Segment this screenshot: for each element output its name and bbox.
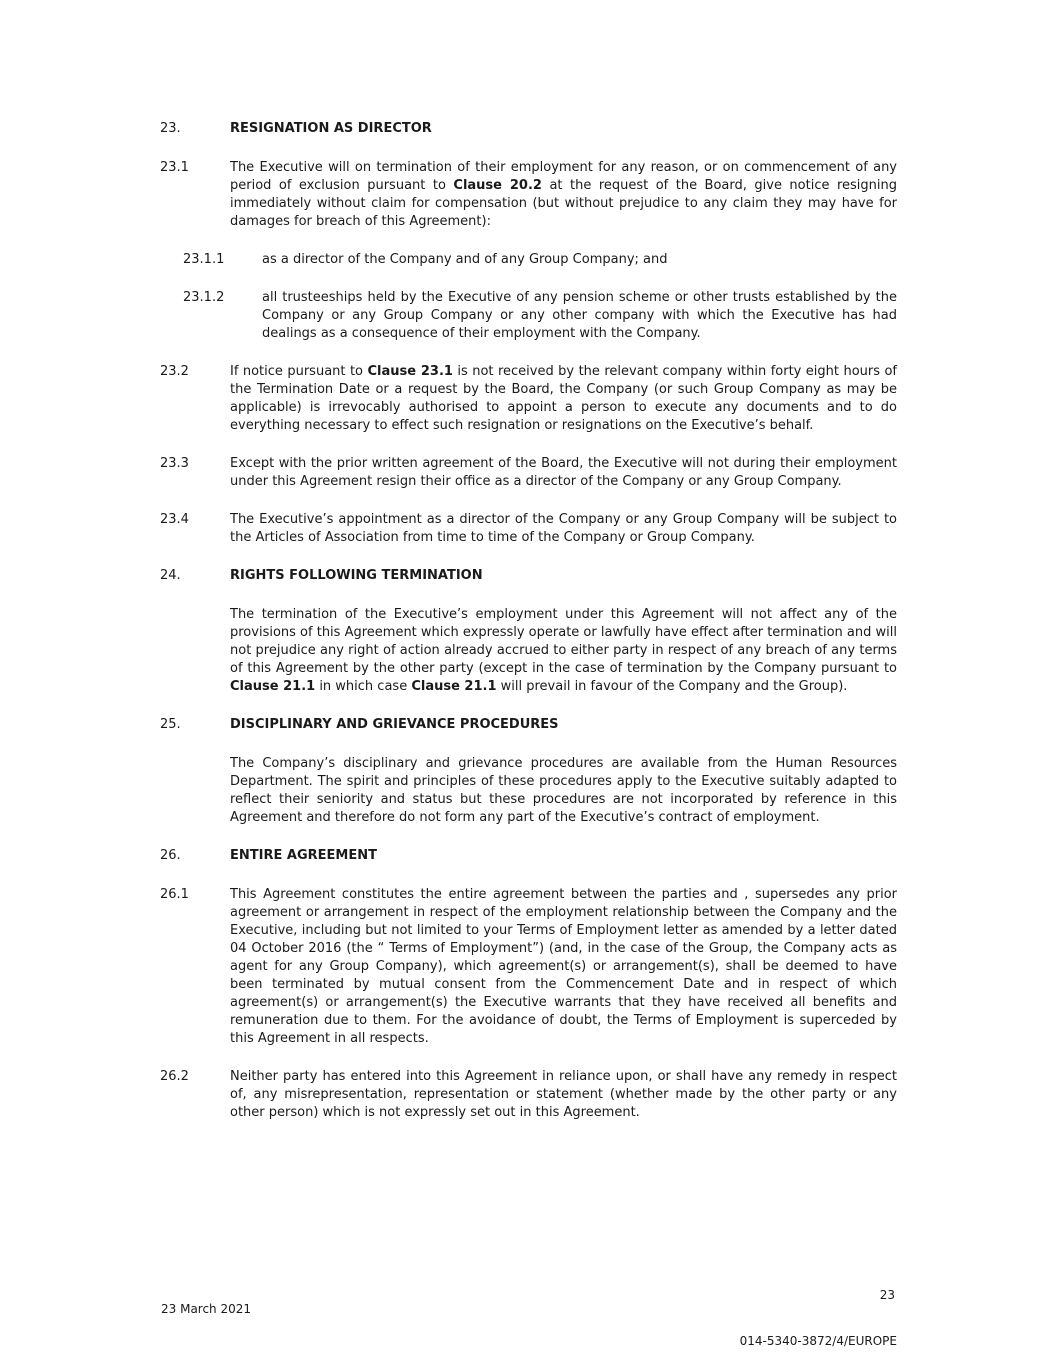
subclause-number: 23.1.2 (183, 290, 225, 305)
clause-25-body (160, 755, 897, 827)
document-reference: 014-5340-3872/4/EUROPE (739, 1334, 897, 1348)
section-number: 23. (160, 121, 181, 136)
text-run: The termination of the Executive’s employment under this Agreement will not affect any of the provisions of this Agreement which expressly operate or lawfully have effect after termination and will not prejudice any right of action already accrued to either party in respect of any breach of any terms of this Agreement by the other party (except in the case of termination by the Company pursuant to (230, 607, 897, 676)
page-number: 23 (879, 1288, 895, 1302)
clause-reference: Clause 21.1 (230, 679, 316, 694)
text-run: The Executive will on termination of their employment for any reason, or on commencement of any period of exclusion pursuant to (230, 160, 897, 193)
section-heading-text: RIGHTS FOLLOWING TERMINATION (230, 568, 483, 583)
text-run: The Executive’s appointment as a director of the Company or any Group Company will be subject to the Articles of Association from time to time of the Company or Group Company. (230, 512, 897, 545)
clause-number: 23.1 (160, 160, 189, 175)
clause-number: 26.2 (160, 1069, 189, 1084)
section-number: 26. (160, 848, 181, 863)
section-heading-26 (160, 847, 897, 865)
clause-reference: Clause 21.1 (411, 679, 497, 694)
text-run: is not received by the relevant company within forty eight hours of the Termination Date or a request by the Board, the Company (or such Group Company as may be applicable) is irrevocably authorised to appoint a person to execute any documents and to do everything necessary to effect such resignation or resignations on the Executive’s behalf. (230, 364, 897, 433)
text-run: Neither party has entered into this Agreement in reliance upon, or shall have any remedy in respect of, any misrepresentation, representation or statement (whether made by the other party or any other person) which is not expressly set out in this Agreement. (230, 1069, 897, 1120)
text-run: This Agreement constitutes the entire agreement between the parties and , supersedes any prior agreement or arrangement in respect of the employment relationship between the Company and the Executive, including but not limited to your Terms of Employment letter as amended by a letter dated 04 October 2016 (the “ Terms of Employment”) (and, in the case of the Group, the Company acts as agent for any Group Company), which agreement(s) or arrangement(s), shall be deemed to have been terminated by mutual consent from the Commencement Date and in respect of which agreement(s) or arrangement(s) the Executive warrants that they have received all benefits and remuneration due to them. For the avoidance of doubt, the Terms of Employment is superceded by this Agreement in all respects. (230, 887, 897, 1046)
section-heading-25 (160, 716, 897, 734)
clause-text (230, 511, 897, 547)
clause-23-4 (160, 511, 897, 547)
clause-24-body (160, 606, 897, 696)
text-run: will prevail in favour of the Company and the Group). (496, 679, 848, 694)
clause-text (230, 363, 897, 435)
footer-date: 23 March 2021 (161, 1302, 252, 1316)
clause-text (230, 455, 897, 491)
text-run: If notice pursuant to (230, 364, 368, 379)
clause-reference: Clause 23.1 (367, 364, 453, 379)
text-run: Except with the prior written agreement of the Board, the Executive will not during their employment under this Agreement resign their office as a director of the Company or any Group Company. (230, 456, 897, 489)
clause-23-3 (160, 455, 897, 491)
subclause-text (262, 251, 897, 269)
clause-number: 23.2 (160, 364, 189, 379)
section-heading-24 (160, 567, 897, 585)
subclause-number: 23.1.1 (183, 252, 225, 267)
clause-text (230, 1068, 897, 1122)
clause-number: 26.1 (160, 887, 189, 902)
text-run: The Company’s disciplinary and grievance procedures are available from the Human Resources Department. The spirit and principles of these procedures apply to the Executive suitably adapted to reflect their seniority and status but these procedures are not incorporated by reference in this Agreement and therefore do not form any part of the Executive’s contract of employment. (230, 756, 897, 825)
clause-26-1 (160, 886, 897, 1048)
text-run: all trusteeships held by the Executive of any pension scheme or other trusts established by the Company or any Group Company or any other company with which the Executive has had dealings as a consequence of their employment with the Company. (262, 290, 897, 341)
section-number: 24. (160, 568, 181, 583)
section-heading-text: DISCIPLINARY AND GRIEVANCE PROCEDURES (230, 717, 559, 732)
text-run: in which case (315, 679, 412, 694)
clause-number: 23.4 (160, 512, 189, 527)
clause-number: 23.3 (160, 456, 189, 471)
section-heading-text: ENTIRE AGREEMENT (230, 848, 377, 863)
clause-reference: Clause 20.2 (453, 178, 542, 193)
section-number: 25. (160, 717, 181, 732)
subclause-23-1-1 (160, 251, 897, 269)
clause-text (230, 606, 897, 696)
subclause-23-1-2 (160, 289, 897, 343)
text-run: as a director of the Company and of any Group Company; and (262, 252, 668, 267)
clause-text (230, 755, 897, 827)
clause-text (230, 886, 897, 1048)
clause-number (160, 755, 230, 827)
clause-23-2 (160, 363, 897, 435)
clause-number (160, 606, 230, 696)
section-heading-23 (160, 120, 897, 138)
clause-26-2 (160, 1068, 897, 1122)
clause-text (230, 159, 897, 231)
subclause-text (262, 289, 897, 343)
clause-23-1 (160, 159, 897, 231)
section-heading-text: RESIGNATION AS DIRECTOR (230, 121, 432, 136)
text-run: at the request of the Board, give notice resigning immediately without claim for compensation (but without prejudice to any claim they may have for damages for breach of this Agreement): (230, 178, 897, 229)
